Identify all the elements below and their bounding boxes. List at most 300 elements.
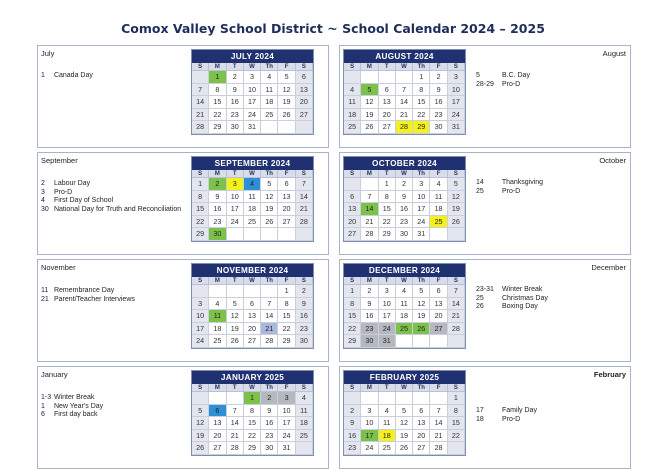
day-cell[interactable]: 13 — [344, 203, 361, 216]
day-cell[interactable]: 22 — [344, 323, 361, 336]
day-cell[interactable]: 23 — [361, 323, 378, 336]
day-cell — [227, 228, 244, 241]
day-cell[interactable]: 10 — [361, 417, 378, 430]
day-cell[interactable]: 2 — [396, 178, 413, 191]
day-cell[interactable]: 12 — [261, 191, 278, 204]
day-cell[interactable]: 17 — [413, 203, 430, 216]
day-cell[interactable]: 19 — [261, 203, 278, 216]
day-cell[interactable]: 8 — [379, 191, 396, 204]
day-cell[interactable]: 20 — [209, 430, 226, 443]
day-cell[interactable]: 9 — [361, 298, 378, 311]
event-item — [476, 416, 626, 425]
day-cell[interactable]: 25 — [296, 430, 313, 443]
calendar-february — [343, 370, 466, 456]
day-cell[interactable]: 5 — [278, 71, 295, 84]
day-cell[interactable]: 18 — [344, 109, 361, 122]
page-title: Comox Valley School District ~ School Calendar 2024 – 2025 — [121, 21, 545, 36]
day-cell[interactable]: 21 — [192, 109, 209, 122]
day-cell[interactable]: 28 — [396, 121, 413, 134]
day-cell[interactable]: 9 — [430, 84, 447, 97]
day-cell[interactable]: 11 — [430, 191, 447, 204]
day-cell[interactable]: 15 — [192, 203, 209, 216]
day-cell[interactable]: 20 — [413, 430, 430, 443]
day-cell[interactable]: 6 — [278, 178, 295, 191]
day-cell[interactable]: 23 — [430, 109, 447, 122]
day-cell[interactable]: 17 — [448, 96, 465, 109]
month-label: October — [599, 156, 626, 165]
day-cell[interactable]: 14 — [261, 310, 278, 323]
day-cell[interactable]: 21 — [227, 430, 244, 443]
day-cell[interactable]: 29 — [209, 121, 226, 134]
day-cell[interactable]: 16 — [430, 96, 447, 109]
day-cell — [396, 335, 413, 348]
day-cell[interactable]: 11 — [379, 417, 396, 430]
day-cell[interactable]: 29 — [344, 335, 361, 348]
weekday-header: S — [344, 63, 361, 71]
day-cell[interactable]: 15 — [278, 310, 295, 323]
day-cell[interactable]: 15 — [344, 310, 361, 323]
day-cell[interactable]: 17 — [227, 203, 244, 216]
day-cell[interactable]: 8 — [448, 405, 465, 418]
day-cell[interactable]: 27 — [430, 323, 447, 336]
day-cell[interactable]: 4 — [344, 84, 361, 97]
weekday-header: F — [430, 384, 447, 392]
day-cell[interactable]: 3 — [192, 298, 209, 311]
day-cell[interactable]: 7 — [448, 285, 465, 298]
day-cell[interactable]: 9 — [396, 191, 413, 204]
day-cell[interactable]: 22 — [209, 109, 226, 122]
day-cell[interactable]: 24 — [413, 216, 430, 229]
day-cell[interactable]: 16 — [209, 203, 226, 216]
day-cell[interactable]: 30 — [396, 228, 413, 241]
day-cell[interactable]: 19 — [192, 430, 209, 443]
day-cell[interactable]: 1 — [379, 178, 396, 191]
day-cell[interactable]: 11 — [344, 96, 361, 109]
day-cell[interactable]: 1 — [344, 285, 361, 298]
day-cell[interactable]: 11 — [261, 84, 278, 97]
event-date: 25 — [476, 294, 484, 302]
day-cell[interactable]: 29 — [192, 228, 209, 241]
day-cell[interactable]: 17 — [244, 96, 261, 109]
day-cell[interactable]: 30 — [261, 442, 278, 455]
day-cell[interactable]: 2 — [209, 178, 226, 191]
day-cell[interactable]: 29 — [244, 442, 261, 455]
day-cell[interactable]: 30 — [209, 228, 226, 241]
weekday-header: Th — [261, 63, 278, 71]
month-panel-july — [37, 45, 329, 148]
day-cell — [278, 228, 295, 241]
day-cell[interactable]: 22 — [278, 323, 295, 336]
day-cell[interactable]: 28 — [261, 335, 278, 348]
day-cell[interactable]: 10 — [379, 298, 396, 311]
day-cell[interactable]: 6 — [209, 405, 226, 418]
day-cell[interactable]: 7 — [192, 84, 209, 97]
day-cell[interactable]: 27 — [344, 228, 361, 241]
day-cell[interactable]: 22 — [192, 216, 209, 229]
day-cell[interactable]: 29 — [413, 121, 430, 134]
day-cell[interactable]: 26 — [361, 121, 378, 134]
calendar-december — [343, 263, 466, 349]
day-cell[interactable]: 1 — [192, 178, 209, 191]
event-date: 30 — [41, 205, 49, 213]
day-cell[interactable]: 24 — [379, 323, 396, 336]
events-list — [476, 179, 626, 196]
day-cell[interactable]: 5 — [448, 178, 465, 191]
day-cell[interactable]: 28 — [430, 442, 447, 455]
day-cell[interactable]: 4 — [396, 285, 413, 298]
day-cell[interactable]: 8 — [344, 298, 361, 311]
day-cell[interactable]: 14 — [227, 417, 244, 430]
day-cell[interactable]: 23 — [209, 216, 226, 229]
day-cell[interactable]: 25 — [344, 121, 361, 134]
day-cell[interactable]: 1 — [278, 285, 295, 298]
event-text: Boxing Day — [500, 303, 538, 311]
day-cell[interactable]: 10 — [448, 84, 465, 97]
day-cell[interactable]: 17 — [192, 323, 209, 336]
day-cell[interactable]: 4 — [244, 178, 261, 191]
day-cell[interactable]: 14 — [192, 96, 209, 109]
event-text: Remembrance Day — [52, 287, 115, 294]
day-cell[interactable]: 3 — [448, 71, 465, 84]
day-cell[interactable]: 11 — [296, 405, 313, 418]
day-cell[interactable]: 23 — [344, 442, 361, 455]
day-cell[interactable]: 29 — [379, 228, 396, 241]
day-cell[interactable]: 22 — [244, 430, 261, 443]
day-cell[interactable]: 28 — [296, 216, 313, 229]
day-cell[interactable]: 19 — [361, 109, 378, 122]
event-text: Winter Break — [500, 286, 543, 293]
day-cell[interactable]: 5 — [396, 405, 413, 418]
day-cell[interactable]: 12 — [278, 84, 295, 97]
day-cell[interactable]: 16 — [396, 203, 413, 216]
day-cell[interactable]: 15 — [413, 96, 430, 109]
day-cell — [379, 392, 396, 405]
day-cell[interactable]: 28 — [448, 323, 465, 336]
calendar-october — [343, 156, 466, 242]
weekday-header: W — [244, 384, 261, 392]
day-cell[interactable]: 8 — [413, 84, 430, 97]
day-cell[interactable]: 7 — [430, 405, 447, 418]
weekday-header: T — [379, 277, 396, 285]
day-cell[interactable]: 24 — [361, 442, 378, 455]
day-cell[interactable]: 24 — [448, 109, 465, 122]
day-cell — [192, 71, 209, 84]
event-text: Pro-D — [52, 188, 73, 196]
day-cell[interactable]: 22 — [448, 430, 465, 443]
day-cell[interactable]: 6 — [430, 285, 447, 298]
day-cell[interactable]: 2 — [227, 71, 244, 84]
day-cell[interactable]: 31 — [413, 228, 430, 241]
weekday-header: T — [379, 170, 396, 178]
day-cell[interactable]: 21 — [430, 430, 447, 443]
day-cell[interactable]: 2 — [361, 285, 378, 298]
event-text: First day back — [52, 411, 98, 419]
day-cell[interactable]: 2 — [344, 405, 361, 418]
day-cell[interactable]: 10 — [278, 405, 295, 418]
day-cell[interactable]: 13 — [413, 417, 430, 430]
day-cell[interactable]: 12 — [448, 191, 465, 204]
day-cell[interactable]: 19 — [413, 310, 430, 323]
day-cell — [448, 442, 465, 455]
day-cell[interactable]: 13 — [430, 298, 447, 311]
day-cell[interactable]: 17 — [361, 430, 378, 443]
day-cell[interactable]: 26 — [278, 109, 295, 122]
weekday-header: T — [227, 384, 244, 392]
day-cell[interactable]: 8 — [192, 191, 209, 204]
day-cell[interactable]: 19 — [278, 96, 295, 109]
day-cell[interactable]: 5 — [261, 178, 278, 191]
day-cell[interactable]: 21 — [448, 310, 465, 323]
event-text: Canada Day — [52, 72, 93, 79]
day-cell[interactable]: 13 — [296, 84, 313, 97]
day-cell[interactable]: 19 — [227, 323, 244, 336]
day-cell[interactable]: 4 — [379, 405, 396, 418]
day-cell[interactable]: 2 — [261, 392, 278, 405]
day-cell[interactable]: 28 — [227, 442, 244, 455]
day-cell[interactable]: 17 — [379, 310, 396, 323]
day-cell[interactable]: 13 — [244, 310, 261, 323]
day-cell[interactable]: 10 — [244, 84, 261, 97]
day-cell[interactable]: 18 — [209, 323, 226, 336]
day-cell[interactable]: 19 — [448, 203, 465, 216]
day-cell[interactable]: 6 — [379, 84, 396, 97]
day-cell[interactable]: 7 — [261, 298, 278, 311]
day-cell[interactable]: 9 — [296, 298, 313, 311]
day-cell[interactable]: 24 — [278, 430, 295, 443]
day-cell[interactable]: 4 — [296, 392, 313, 405]
event-date: 6 — [41, 411, 45, 419]
day-cell[interactable]: 14 — [396, 96, 413, 109]
day-cell[interactable]: 16 — [261, 417, 278, 430]
day-cell[interactable]: 3 — [413, 178, 430, 191]
day-cell[interactable]: 27 — [413, 442, 430, 455]
day-cell[interactable]: 20 — [344, 216, 361, 229]
day-cell[interactable]: 21 — [296, 203, 313, 216]
day-cell[interactable]: 30 — [430, 121, 447, 134]
day-cell[interactable]: 31 — [379, 335, 396, 348]
day-cell[interactable]: 18 — [430, 203, 447, 216]
day-cell[interactable]: 26 — [227, 335, 244, 348]
day-cell[interactable]: 2 — [430, 71, 447, 84]
day-cell[interactable]: 11 — [244, 191, 261, 204]
weekday-header: W — [244, 277, 261, 285]
weekday-header: S — [296, 170, 313, 178]
day-cell[interactable]: 20 — [379, 109, 396, 122]
day-cell[interactable]: 5 — [413, 285, 430, 298]
day-cell[interactable]: 10 — [192, 310, 209, 323]
day-cell[interactable]: 8 — [244, 405, 261, 418]
day-cell[interactable]: 20 — [296, 96, 313, 109]
day-cell[interactable]: 21 — [261, 323, 278, 336]
day-cell[interactable]: 20 — [430, 310, 447, 323]
day-cell[interactable]: 18 — [379, 430, 396, 443]
day-cell[interactable]: 20 — [244, 323, 261, 336]
day-cell — [296, 121, 313, 134]
day-cell[interactable]: 17 — [278, 417, 295, 430]
day-cell[interactable]: 14 — [296, 191, 313, 204]
day-cell — [379, 71, 396, 84]
day-cell[interactable]: 15 — [379, 203, 396, 216]
day-cell[interactable]: 15 — [244, 417, 261, 430]
day-cell[interactable]: 27 — [209, 442, 226, 455]
month-label: September — [41, 156, 78, 165]
day-cell[interactable]: 8 — [278, 298, 295, 311]
day-cell[interactable]: 19 — [396, 430, 413, 443]
day-cell[interactable]: 14 — [448, 298, 465, 311]
day-cell[interactable]: 3 — [244, 71, 261, 84]
day-cell[interactable]: 14 — [361, 203, 378, 216]
weekday-header: F — [278, 170, 295, 178]
day-cell[interactable]: 22 — [413, 109, 430, 122]
day-cell[interactable]: 18 — [244, 203, 261, 216]
day-cell[interactable]: 26 — [396, 442, 413, 455]
day-cell[interactable]: 18 — [261, 96, 278, 109]
day-cell[interactable]: 6 — [244, 298, 261, 311]
day-cell[interactable]: 25 — [379, 442, 396, 455]
day-cell[interactable]: 9 — [227, 84, 244, 97]
day-cell[interactable]: 9 — [261, 405, 278, 418]
day-cell[interactable]: 12 — [361, 96, 378, 109]
day-cell[interactable]: 6 — [344, 191, 361, 204]
day-cell[interactable]: 13 — [278, 191, 295, 204]
calendar-january — [191, 370, 314, 456]
day-cell[interactable]: 16 — [227, 96, 244, 109]
day-cell[interactable]: 3 — [227, 178, 244, 191]
day-cell[interactable]: 15 — [448, 417, 465, 430]
event-text: Pro-D — [500, 187, 521, 195]
day-cell — [209, 392, 226, 405]
day-cell[interactable]: 4 — [209, 298, 226, 311]
event-item — [476, 188, 626, 197]
day-cell[interactable]: 10 — [227, 191, 244, 204]
day-cell[interactable]: 7 — [361, 191, 378, 204]
weekday-header: W — [244, 170, 261, 178]
day-cell[interactable]: 6 — [296, 71, 313, 84]
day-cell[interactable]: 14 — [430, 417, 447, 430]
day-cell[interactable]: 24 — [244, 109, 261, 122]
day-cell[interactable]: 7 — [396, 84, 413, 97]
day-cell[interactable]: 16 — [296, 310, 313, 323]
day-cell[interactable]: 7 — [296, 178, 313, 191]
calendar-august — [343, 49, 466, 135]
day-cell[interactable]: 26 — [192, 442, 209, 455]
day-cell[interactable]: 2 — [296, 285, 313, 298]
day-cell[interactable]: 4 — [430, 178, 447, 191]
day-cell[interactable]: 21 — [361, 216, 378, 229]
weekday-header: T — [379, 63, 396, 71]
day-cell[interactable]: 25 — [396, 323, 413, 336]
day-cell[interactable]: 23 — [227, 109, 244, 122]
day-cell[interactable]: 5 — [361, 84, 378, 97]
day-cell[interactable]: 27 — [278, 216, 295, 229]
day-cell[interactable]: 20 — [278, 203, 295, 216]
day-cell[interactable]: 27 — [296, 109, 313, 122]
day-cell[interactable]: 3 — [278, 392, 295, 405]
day-cell[interactable]: 15 — [209, 96, 226, 109]
day-cell[interactable]: 25 — [430, 216, 447, 229]
day-cell[interactable]: 23 — [261, 430, 278, 443]
day-cell[interactable]: 28 — [192, 121, 209, 134]
day-cell[interactable]: 7 — [227, 405, 244, 418]
event-date: 3 — [41, 188, 45, 196]
day-cell[interactable]: 27 — [379, 121, 396, 134]
day-cell[interactable]: 26 — [261, 216, 278, 229]
calendar-grid — [344, 277, 465, 348]
day-cell[interactable]: 12 — [413, 298, 430, 311]
event-item — [476, 286, 626, 295]
day-cell[interactable]: 13 — [379, 96, 396, 109]
day-cell[interactable]: 1 — [209, 71, 226, 84]
day-cell — [261, 121, 278, 134]
day-cell[interactable]: 3 — [361, 405, 378, 418]
day-cell[interactable]: 9 — [344, 417, 361, 430]
day-cell[interactable]: 22 — [379, 216, 396, 229]
day-cell[interactable]: 23 — [396, 216, 413, 229]
day-cell[interactable]: 12 — [192, 417, 209, 430]
day-cell[interactable]: 26 — [413, 323, 430, 336]
day-cell[interactable]: 11 — [396, 298, 413, 311]
day-cell[interactable]: 13 — [209, 417, 226, 430]
day-cell[interactable]: 31 — [278, 442, 295, 455]
day-cell[interactable]: 27 — [244, 335, 261, 348]
day-cell[interactable]: 30 — [227, 121, 244, 134]
day-cell[interactable]: 16 — [361, 310, 378, 323]
day-cell[interactable]: 25 — [209, 335, 226, 348]
day-cell[interactable]: 9 — [209, 191, 226, 204]
day-cell[interactable]: 23 — [296, 323, 313, 336]
day-cell[interactable]: 3 — [379, 285, 396, 298]
day-cell[interactable]: 25 — [244, 216, 261, 229]
day-cell[interactable]: 11 — [209, 310, 226, 323]
day-cell[interactable]: 21 — [396, 109, 413, 122]
day-cell[interactable]: 31 — [244, 121, 261, 134]
day-cell[interactable]: 30 — [361, 335, 378, 348]
day-cell[interactable]: 5 — [192, 405, 209, 418]
day-cell — [344, 71, 361, 84]
day-cell[interactable]: 4 — [261, 71, 278, 84]
day-cell[interactable]: 18 — [296, 417, 313, 430]
day-cell[interactable]: 6 — [413, 405, 430, 418]
calendar-grid — [344, 63, 465, 134]
day-cell[interactable]: 30 — [296, 335, 313, 348]
day-cell[interactable]: 1 — [244, 392, 261, 405]
day-cell[interactable]: 10 — [413, 191, 430, 204]
month-label: January — [41, 370, 68, 379]
day-cell[interactable]: 25 — [261, 109, 278, 122]
day-cell[interactable]: 24 — [192, 335, 209, 348]
day-cell — [192, 285, 209, 298]
weekday-header: M — [209, 63, 226, 71]
month-panel-december — [339, 259, 631, 362]
calendar-title: JULY 2024 — [192, 50, 313, 63]
day-cell[interactable]: 1 — [448, 392, 465, 405]
weekday-header: S — [448, 384, 465, 392]
weekday-header: T — [227, 63, 244, 71]
day-cell[interactable]: 1 — [413, 71, 430, 84]
day-cell[interactable]: 18 — [396, 310, 413, 323]
day-cell[interactable]: 31 — [448, 121, 465, 134]
calendar-title: OCTOBER 2024 — [344, 157, 465, 170]
day-cell[interactable]: 12 — [227, 310, 244, 323]
day-cell[interactable]: 26 — [448, 216, 465, 229]
day-cell[interactable]: 16 — [344, 430, 361, 443]
day-cell[interactable]: 12 — [396, 417, 413, 430]
day-cell[interactable]: 5 — [227, 298, 244, 311]
day-cell[interactable]: 24 — [227, 216, 244, 229]
day-cell[interactable]: 8 — [209, 84, 226, 97]
day-cell[interactable]: 28 — [361, 228, 378, 241]
day-cell[interactable]: 29 — [278, 335, 295, 348]
